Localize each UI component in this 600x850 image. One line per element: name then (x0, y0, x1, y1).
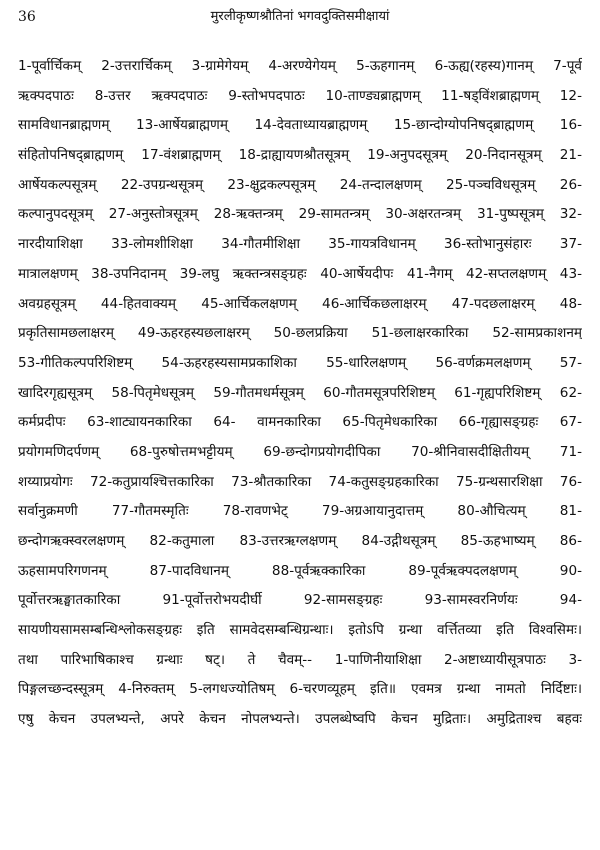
text-line: सर्वानुक्रमणी 77-गौतमस्मृतिः 78-रावणभेट् 79-अग्रआयानुदात्तम् 80-औचित्यम् 81- (18, 503, 582, 520)
page-header (18, 6, 582, 28)
text-line: पिङ्गलच्छन्दस्सूत्रम् 4-निरुक्तम् 5-लगधज्योतिषम् 6-चरणव्यूहम् इति॥ एवमत्र ग्रन्था नामतो निर्दिष्टाः। (18, 681, 582, 698)
text-line: ऋक्पदपाठः 8-उत्तर ऋक्पदपाठः 9-स्तोभपदपाठः 10-ताण्ड्यब्राह्मणम् 11-षड्विंशब्राह्मणम् 12- (18, 87, 582, 104)
text-line: नारदीयाशिक्षा 33-लोमशीशिक्षा 34-गौतमीशिक्षा 35-गायत्रविधानम् 36-स्तोभानुसंहारः 37- (18, 236, 582, 253)
text-line: सामविधानब्राह्मणम् 13-आर्षेयब्राह्मणम् 14-देवताध्यायब्राह्मणम् 15-छान्दोग्योपनिषद्ब्राह्मणम् 16- (18, 117, 582, 134)
text-line: ऊहसामपरिगणनम् 87-पादविधानम् 88-पूर्वऋक्कारिका 89-पूर्वऋक्पदलक्षणम् 90- (18, 562, 582, 579)
text-line: प्रयोगमणिदर्पणम् 68-पुरुषोत्तमभट्टीयम् 69-छन्दोगप्रयोगदीपिका 70-श्रीनिवासदीक्षितीयम् 71- (18, 443, 582, 460)
text-line: सायणीयसामसम्बन्धिश्लोकसङ्ग्रहः इति सामवेदसम्बन्धिग्रन्थाः। इतोऽपि ग्रन्था वर्त्तितव्या इति विश्वसिमः। (18, 622, 582, 639)
text-line: 53-गीतिकल्पपरिशिष्टम् 54-ऊहरहस्यसामप्रकाशिका 55-धारिलक्षणम् 56-वर्णक्रमलक्षणम् 57- (18, 354, 582, 371)
text-line: कर्मप्रदीपः 63-शाट्यायनकारिका 64- वामनकारिका 65-पितृमेधकारिका 66-गृह्यासङ्ग्रहः 67- (18, 414, 582, 431)
text-line: अवग्रहसूत्रम् 44-हितवाक्यम् 45-आर्चिकलक्षणम् 46-आर्चिकछलाक्षरम् 47-पदछलाक्षरम् 48- (18, 295, 582, 312)
page-number: 36 (18, 9, 36, 25)
text-line: तथा पारिभाषिकाश्च ग्रन्थाः षट्। ते चैवम्-- 1-पाणिनीयाशिक्षा 2-अष्टाध्यायीसूत्रपाठः 3- (18, 651, 582, 668)
text-line: संहितोपनिषद्ब्राह्मणम् 17-वंशब्राह्मणम् 18-द्राह्यायणश्रौतसूत्रम् 19-अनुपदसूत्रम् 20-निदानसूत्रम् 21- (18, 147, 582, 164)
text-line: एषु केचन उपलभ्यन्ते, अपरे केचन नोपलभ्यन्ते। उपलब्धेष्वपि केचन मुद्रिताः। अमुद्रिताश्च बहवः (18, 711, 582, 728)
text-line: शय्याप्रयोगः 72-कतुप्रायश्चित्तकारिका 73-श्रौतकारिका 74-कतुसङ्ग्रहकारिका 75-ग्रन्थसारशिक्षा 76- (18, 473, 582, 490)
text-line: खादिरगृह्यसूत्रम् 58-पितृमेधसूत्रम् 59-गौतमधर्मसूत्रम् 60-गौतमसूत्रपरिशिष्टम् 61-गृह्यपरिशिष्टम् 62- (18, 384, 582, 401)
text-line: कल्पानुपदसूत्रम् 27-अनुस्तोत्रसूत्रम् 28-ऋक्तन्त्रम् 29-सामतन्त्रम् 30-अक्षरतन्त्रम् 31-पुष्पसूत्रम् 32- (18, 206, 582, 223)
running-head: मुरलीकृष्णश्रौतिनां भगवदुक्तिसमीक्षायां (210, 9, 390, 24)
text-line: आर्षेयकल्पसूत्रम् 22-उपग्रन्थसूत्रम् 23-क्षुद्रकल्पसूत्रम् 24-तन्दालक्षणम् 25-पञ्चविधसूत्रम् 26- (18, 176, 582, 193)
text-line: मात्रालक्षणम् 38-उपनिदानम् 39-लघु ऋक्तन्त्रसङ्ग्रहः 40-आर्षेयदीपः 41-नैगम् 42-सप्तलक्षणम् 43- (18, 265, 582, 282)
text-line: छन्दोगऋक्स्वरलक्षणम् 82-कतुमाला 83-उत्तरऋग्लक्षणम् 84-उद्गीथसूत्रम् 85-ऊहभाष्यम् 86- (18, 533, 582, 549)
text-line: प्रकृतिसामछलाक्षरम् 49-ऊहरहस्यछलाक्षरम् 50-छलप्रक्रिया 51-छलाक्षरकारिका 52-सामप्रकाशनम् (18, 325, 582, 342)
text-line: पूर्वोत्तरऋङ्घातकारिका 91-पूर्वोत्तरोभयदीर्घी 92-सामसङ्ग्रहः 93-सामस्वरनिर्णयः 94- (18, 592, 582, 609)
body-text (18, 52, 582, 735)
text-line: 1-पूर्वार्चिकम् 2-उत्तरार्चिकम् 3-ग्रामेगेयम् 4-अरण्येगेयम् 5-ऊहगानम् 6-ऊह्य(रहस्य)गानम् 7-पूर्व (18, 58, 582, 74)
